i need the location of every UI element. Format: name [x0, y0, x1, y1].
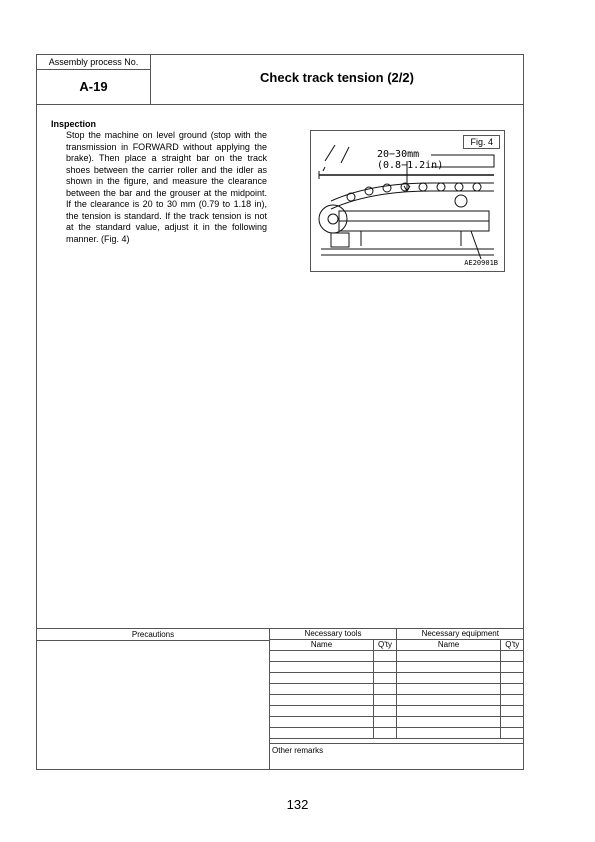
tools-name-header: Name	[270, 640, 374, 651]
process-number-cell	[37, 55, 151, 105]
precautions-body	[37, 640, 270, 770]
equipment-header: Necessary equipment	[397, 629, 524, 640]
clearance-mm: 20−30mm	[377, 149, 420, 160]
table-row	[270, 684, 524, 695]
figure-code: AE20901B	[464, 259, 498, 267]
table-row	[270, 706, 524, 717]
precautions-header: Precautions	[37, 629, 269, 641]
figure-label: Fig. 4	[463, 135, 500, 149]
process-number: A-19	[79, 79, 108, 94]
process-number-label: Assembly process No.	[37, 55, 150, 70]
page-title: Check track tension (2/2)	[151, 55, 523, 105]
table-row	[270, 673, 524, 684]
table-row	[270, 662, 524, 673]
equipment-name-header: Name	[397, 640, 501, 651]
tools-equipment-table	[269, 629, 524, 739]
equipment-qty-header: Q'ty	[501, 640, 524, 651]
tools-qty-header: Q'ty	[374, 640, 397, 651]
figure-4	[310, 130, 505, 272]
section-title: Inspection	[51, 119, 97, 129]
table-row	[270, 717, 524, 728]
clearance-dimension	[377, 149, 443, 171]
clearance-in: (0.8−1.2in)	[377, 160, 444, 171]
process-sheet	[36, 54, 524, 770]
table-row	[270, 695, 524, 706]
table-row	[270, 651, 524, 662]
requirements-table	[37, 628, 523, 770]
section-body: Stop the machine on level ground (stop with the transmission in FORWARD without applying the brake). Then place a straight bar on the track shoes between the carrier roller and the idler as shown in the figure, and measure the clearance between the bar and the grouser at the midpoint. If the clearance is 20 to 30 mm (0.79 to 1.18 in), the tension is standard. If the track tension is not at the standard value, adjust it in the following manner. (Fig. 4)	[66, 130, 267, 244]
other-remarks: Other remarks	[270, 743, 523, 770]
tools-header: Necessary tools	[270, 629, 397, 640]
page-number: 132	[286, 797, 309, 812]
table-row	[270, 728, 524, 739]
